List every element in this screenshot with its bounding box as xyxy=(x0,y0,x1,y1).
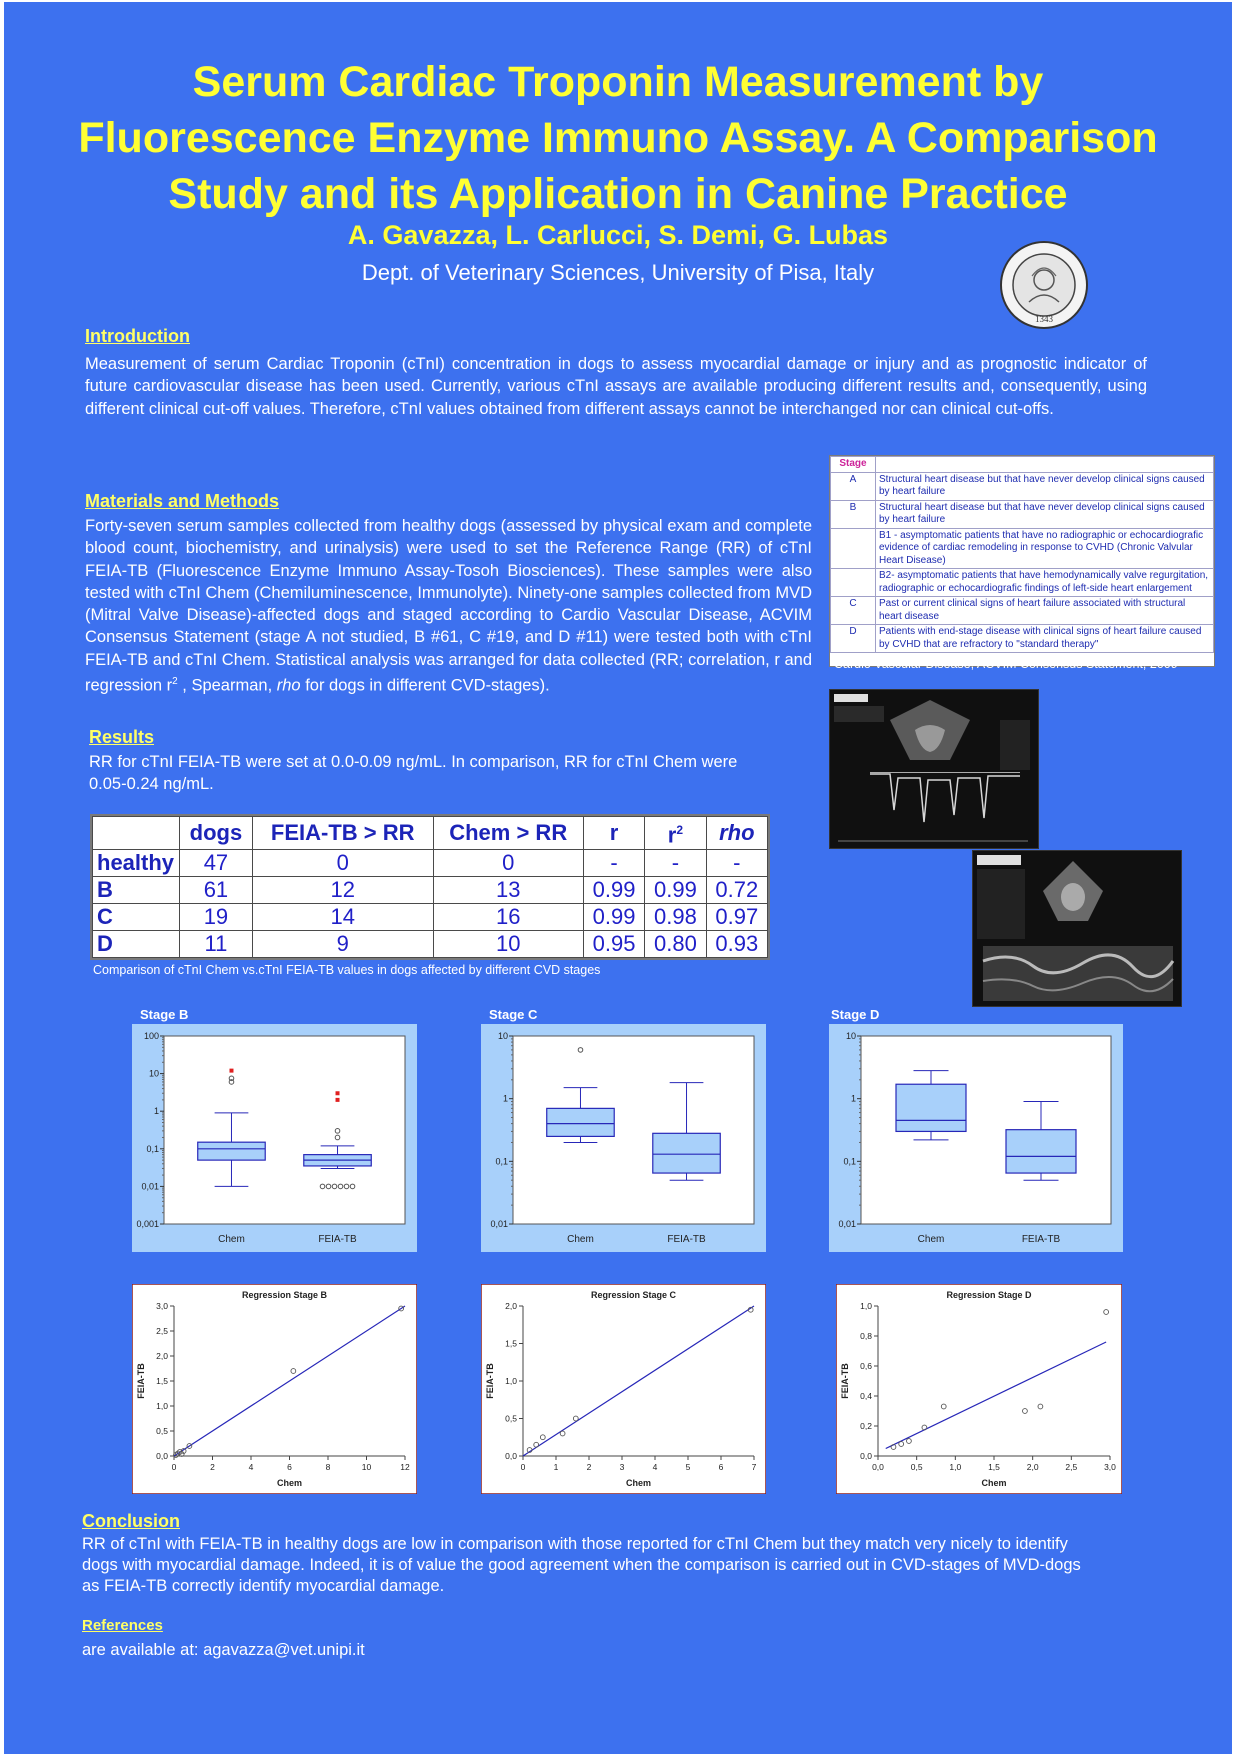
x-tick-label: 4 xyxy=(652,1462,658,1472)
x-tick-label: 1 xyxy=(553,1462,559,1472)
x-axis-label: Chem xyxy=(276,1478,303,1488)
y-tick-label: 0,6 xyxy=(860,1361,872,1371)
university-seal-icon xyxy=(999,240,1089,330)
stage-row: B2- asymptomatic patients that have hemodynamically valve regurgitation, radiographic or echocardiografic findings of left-side heart enlargement xyxy=(831,569,1214,597)
x-tick-label: 6 xyxy=(287,1462,292,1472)
x-tick-label: 0,5 xyxy=(910,1462,923,1472)
y-tick-label: 1 xyxy=(850,1093,856,1104)
y-tick-label: 0,4 xyxy=(860,1391,872,1401)
table-row: D 11 9 10 0.95 0.80 0.93 xyxy=(93,930,768,957)
poster xyxy=(4,2,1232,1754)
box-FEIA-TB xyxy=(653,1133,720,1173)
regression-stage-c xyxy=(481,1284,766,1494)
y-tick-label: 0,5 xyxy=(156,1426,168,1436)
x-tick-label: 7 xyxy=(751,1462,757,1472)
introduction-text: Measurement of serum Cardiac Troponin (cTnI) concentration in dogs to assess myocardial damage or injury and as prognostic indicator of future cardiovascular disease has been used. Currently, various cTnI assays are available producing different results and, consequently, using different clinical cut-off values. Therefore, cTnI values obtained from different assays cannot be interchanged nor can clinical cut-offs. xyxy=(85,355,1147,418)
boxplot-stage-c xyxy=(481,1024,766,1252)
references-text: are available at: agavazza@vet.unipi.it xyxy=(82,1641,365,1659)
title-line-1: Serum Cardiac Troponin Measurement by xyxy=(192,58,1044,106)
plot-area xyxy=(164,1036,405,1224)
y-tick-label: 100 xyxy=(143,1031,159,1041)
affiliation: Dept. of Veterinary Sciences, University of Pisa, Italy xyxy=(361,260,875,285)
references-heading: References xyxy=(82,1617,163,1634)
box-FEIA-TB xyxy=(1006,1130,1076,1173)
authors: A. Gavazza, L. Carlucci, S. Demi, G. Lubas xyxy=(347,220,889,250)
x-tick-label: 3 xyxy=(619,1462,625,1472)
y-tick-label: 0,0 xyxy=(505,1451,517,1461)
x-tick-label: 2 xyxy=(586,1462,592,1472)
boxplot-title-b: Stage B xyxy=(140,1007,189,1022)
title-line-3: Study and its Application in Canine Practice xyxy=(168,170,1068,218)
x-tick-label: 0 xyxy=(171,1462,177,1472)
conclusion-heading: Conclusion xyxy=(82,1511,180,1531)
table-row: healthy 47 0 0 - - - xyxy=(93,849,768,876)
y-tick-label: 1 xyxy=(502,1093,508,1104)
boxplot-stage-b xyxy=(132,1024,417,1252)
x-tick-label: 10 xyxy=(361,1462,372,1472)
y-tick-label: 0,2 xyxy=(860,1421,872,1431)
regression-stage-b xyxy=(132,1284,417,1494)
y-tick-label: 0,1 xyxy=(495,1156,508,1167)
category-label: FEIA-TB xyxy=(1021,1234,1061,1245)
y-tick-label: 0,001 xyxy=(136,1219,159,1229)
stage-table xyxy=(829,455,1215,667)
y-tick-label: 10 xyxy=(497,1031,508,1041)
y-tick-label: 10 xyxy=(148,1068,159,1079)
y-tick-label: 1,0 xyxy=(505,1376,517,1386)
category-label: Chem xyxy=(218,1234,245,1245)
stage-row: A Structural heart disease but that have never develop clinical signs caused by heart failure xyxy=(831,472,1214,500)
stage-row: C Past or current clinical signs of heart failure associated with structural heart disease xyxy=(831,597,1214,625)
regression-stage-d xyxy=(836,1284,1122,1494)
y-tick-label: 1,0 xyxy=(156,1401,168,1411)
category-label: Chem xyxy=(567,1234,594,1245)
x-tick-label: 2 xyxy=(210,1462,215,1472)
y-tick-label: 1 xyxy=(153,1106,159,1117)
title-line-2: Fluorescence Enzyme Immuno Assay. A Comparison xyxy=(78,114,1158,162)
regression-title: Regression Stage B xyxy=(241,1290,328,1300)
x-tick-label: 1,0 xyxy=(949,1462,962,1472)
introduction-heading: Introduction xyxy=(85,326,190,346)
poster-title xyxy=(4,54,1232,222)
stage-table-header: Stage xyxy=(831,457,876,473)
x-tick-label: 0 xyxy=(520,1462,526,1472)
results-heading: Results xyxy=(89,727,155,747)
box-Chem xyxy=(198,1142,265,1160)
y-axis-label: FEIA-TB xyxy=(136,1363,146,1399)
stage-row: B1 - asymptomatic patients that have no radiographic or echocardiografic evidence of cardiac remodeling in response to CVHD (Chronic Valvular Heart Disease) xyxy=(831,528,1214,569)
y-tick-label: 1,5 xyxy=(156,1376,168,1386)
x-tick-label: 6 xyxy=(718,1462,724,1472)
echocardiogram-image-2 xyxy=(972,850,1182,1007)
y-tick-label: 3,0 xyxy=(156,1301,168,1311)
results-text: RR for cTnI FEIA-TB were set at 0.0-0.09 ng/mL. In comparison, RR for cTnI Chem were 0.05-0.24 ng/mL. xyxy=(89,753,738,794)
boxplot-title-d: Stage D xyxy=(831,1007,880,1022)
x-tick-label: 0,0 xyxy=(872,1462,884,1472)
x-tick-label: 3,0 xyxy=(1104,1462,1116,1472)
seal-year: 1343 xyxy=(1035,314,1053,324)
extreme-point xyxy=(229,1069,233,1073)
y-axis-label: FEIA-TB xyxy=(840,1363,850,1399)
boxplot-stage-d xyxy=(829,1024,1123,1252)
extreme-point xyxy=(336,1091,340,1095)
x-tick-label: 2,5 xyxy=(1065,1462,1078,1472)
y-tick-label: 1,0 xyxy=(860,1301,872,1311)
x-tick-label: 5 xyxy=(685,1462,691,1472)
y-tick-label: 0,1 xyxy=(843,1156,856,1167)
regression-title: Regression Stage D xyxy=(946,1290,1032,1300)
results-table xyxy=(90,814,770,960)
y-tick-label: 0,0 xyxy=(156,1451,168,1461)
x-tick-label: 12 xyxy=(400,1462,410,1472)
y-tick-label: 0,0 xyxy=(860,1451,872,1461)
y-tick-label: 1,5 xyxy=(505,1338,517,1349)
box-Chem xyxy=(547,1108,614,1136)
stage-row: B Structural heart disease but that have never develop clinical signs caused by heart failure xyxy=(831,500,1214,528)
regression-title: Regression Stage C xyxy=(590,1290,677,1300)
stage-row: D Patients with end-stage disease with clinical signs of heart failure caused by CVHD that are refractory to "standard therapy" xyxy=(831,625,1214,653)
results-table-header: dogs FEIA-TB > RR Chem > RR r $r^2$ rho xyxy=(93,817,768,850)
y-tick-label: 0,01 xyxy=(838,1219,856,1229)
table-row: C 19 14 16 0.99 0.98 0.97 xyxy=(93,903,768,930)
y-tick-label: 0,5 xyxy=(505,1413,517,1424)
methods-text: Forty-seven serum samples collected from healthy dogs (assessed by physical exam and complete blood count, biochemistry, and urinalysis) were used to set the Reference Range (RR) of cTnI FEIA-TB (Fluorescence Enzyme Immuno Assay-Tosoh Biosciences). These samples were also tested with cTnI Chem (Chemiluminescence, Immunolyte). Ninety-one samples collected from MVD (Mitral Valve Disease)-affected dogs and staged according to Cardio Vascular Disease, ACVIM Consensus Statement (stage A not studied, B #61, C #19, and D #11) were tested both with cTnI FEIA-TB and cTnI Chem. Statistical analysis was arranged for data collected (RR; correlation, r and regression $r^2$ , Spearman, rho for dogs in different CVD-stages). xyxy=(85,517,812,695)
extreme-point xyxy=(336,1098,340,1102)
echocardiogram-image-1 xyxy=(829,689,1039,849)
y-tick-label: 2,0 xyxy=(156,1351,168,1361)
methods-heading: Materials and Methods xyxy=(85,491,280,511)
x-tick-label: 8 xyxy=(325,1462,331,1472)
x-axis-label: Chem xyxy=(625,1478,652,1488)
table-row: B 61 12 13 0.99 0.99 0.72 xyxy=(93,876,768,903)
x-axis-label: Chem xyxy=(981,1478,1007,1488)
stage-table-caption: Cardio Vascular Disease, ACVIM Consensus Statement, 2009 xyxy=(834,657,1178,671)
boxplot-title-c: Stage C xyxy=(489,1007,538,1022)
category-label: FEIA-TB xyxy=(318,1234,357,1245)
results-table-caption: Comparison of cTnI Chem vs.cTnI FEIA-TB values in dogs affected by different CVD stages xyxy=(93,963,601,977)
x-tick-label: 2,0 xyxy=(1026,1462,1039,1472)
y-tick-label: 2,5 xyxy=(156,1326,168,1336)
y-tick-label: 0,01 xyxy=(490,1219,508,1229)
box-Chem xyxy=(896,1084,966,1131)
y-tick-label: 10 xyxy=(845,1031,856,1041)
y-tick-label: 0,1 xyxy=(146,1143,159,1154)
y-axis-label: FEIA-TB xyxy=(485,1363,495,1399)
category-label: Chem xyxy=(917,1234,945,1245)
y-tick-label: 0,01 xyxy=(141,1181,159,1192)
x-tick-label: 4 xyxy=(248,1462,254,1472)
x-tick-label: 1,5 xyxy=(988,1462,1000,1472)
y-tick-label: 2,0 xyxy=(505,1301,517,1311)
conclusion-text: RR of cTnI with FEIA-TB in healthy dogs are low in comparison with those reported for cTnI Chem but they match very nicely to identify dogs with myocardial damage. Indeed, it is of value the good agreement when the comparison is carried out in CVD-stages of MVD-dogs as FEIA-TB correctly identify myocardial damage. xyxy=(82,1535,1081,1595)
category-label: FEIA-TB xyxy=(667,1234,706,1245)
y-tick-label: 0,8 xyxy=(860,1331,872,1341)
